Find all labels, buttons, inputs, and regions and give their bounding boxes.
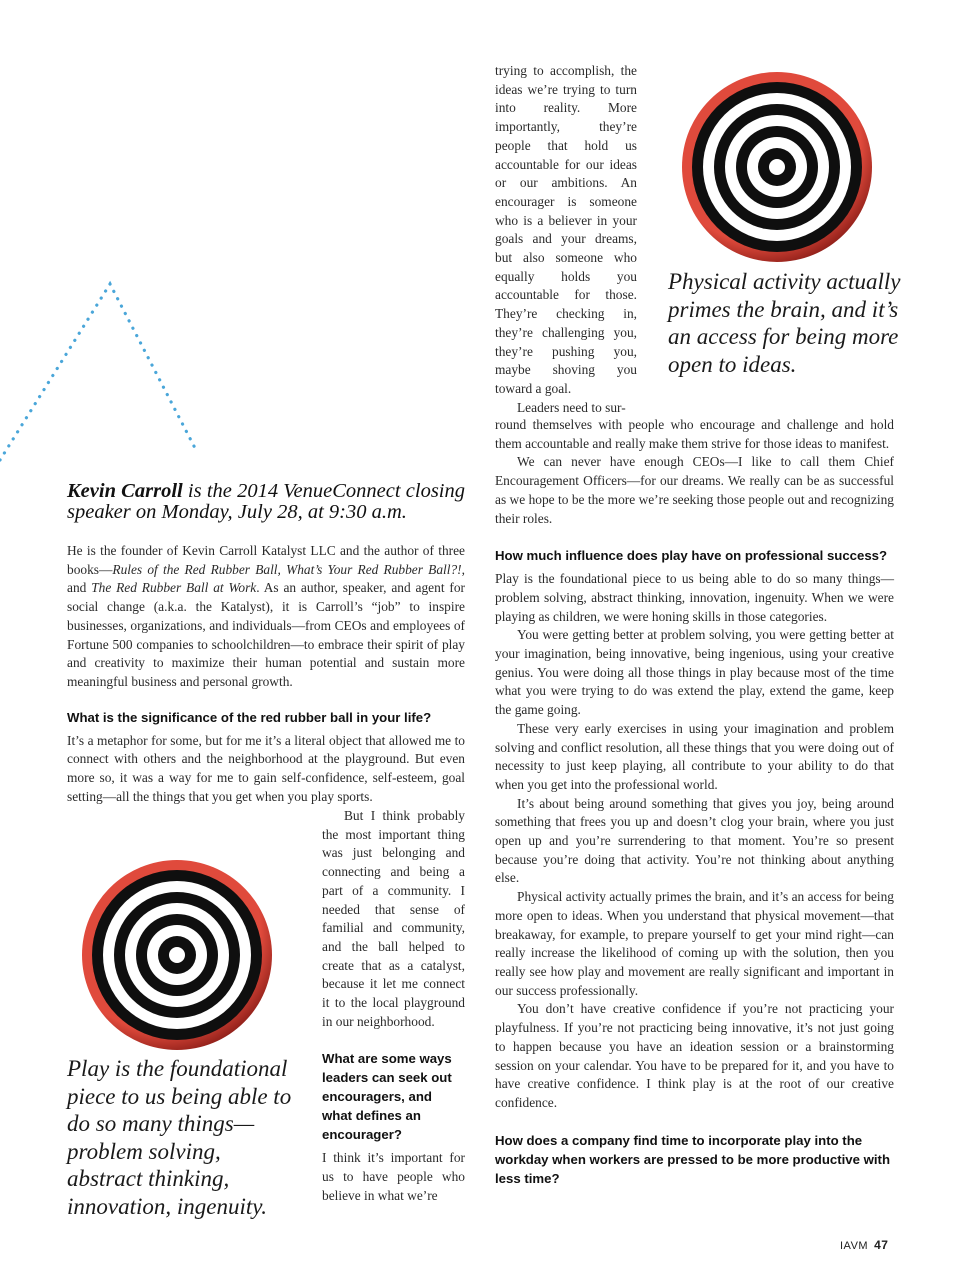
magazine-name: IAVM [840, 1240, 869, 1252]
speaker-name: Kevin Carroll [67, 480, 183, 502]
answer-encourager-continued [495, 62, 637, 417]
book-titles: Rules of the Red Rubber Ball, What’s Your Red Rubber Ball?! [112, 561, 462, 577]
answer-text: I think it’s important for us to have people who believe in what we’re [322, 1150, 465, 1203]
page-number: 47 [874, 1238, 889, 1252]
left-narrow-column [322, 807, 465, 1206]
speaker-intro [67, 481, 465, 806]
target-bullseye-image [81, 859, 273, 1051]
answer-text: It’s a metaphor for some, but for me it’s a literal object that allowed me to connect with others and the neighborhood at the playground. But even more so, it was a way for me to gain self-confidence, self-esteem, goal setting—all the things that you get when you play sports. [67, 732, 465, 804]
answer-text: trying to accomplish, the ideas we’re trying to turn into reality. More importantly, they’re people that hold us accountable for our ideas or our ambitions. An encourager is someone who is a believer in your goals and your dreams, but also someone who equally holds you accountable for those. They’re checking in, they’re challenging you, they’re pushing you, maybe shoving you toward a goal. [495, 63, 637, 396]
question-heading: How much influence does play have on professional success? [495, 548, 888, 564]
target-bullseye-image [681, 71, 873, 263]
right-column-body [495, 416, 894, 1188]
pull-quote [668, 268, 904, 378]
page-folio [840, 1238, 888, 1252]
answer-text: You were getting better at problem solving, you were getting better at your imagination, being innovative, being ingenious, using your creative genius. You were doing all those things in play because most of the time what you were trying to do was extend the play, extend the game, keep the game going. [495, 627, 894, 718]
bio-text: , and [67, 561, 465, 596]
answer-text: round themselves with people who encourage and challenge and hold them accountable and really make them strive for those ideas to manifest. [495, 417, 894, 451]
book-title: The Red Rubber Ball at Work [91, 580, 257, 596]
answer-text: Physical activity actually primes the brain, and it’s an access for being more open to ideas. When you understand that physical movement—that breakaway, for example, to prepare yourself to get your mind right—can really increase the likelihood of coming up with the solution, then you really see how play and movement are really significant and important in our success professionally. [495, 889, 894, 998]
dotted-triangle-decoration [0, 280, 210, 470]
answer-text: We can never have enough CEOs—I like to call them Chief Encouragement Officers—for our dreams. We really can be as successful as we hope to be the more we’re seeking those people out and recognizing their roles. [495, 454, 894, 526]
answer-text: Play is the foundational piece to us being able to do so many things—problem solving, abstract thinking, innovation, ingenuity. When we were playing as children, we were honing skills in those categories. [495, 571, 894, 624]
answer-text: But I think probably the most important thing was just belonging and connecting and being a part of a community. I needed that sense of familial and community, and the ball helped to create that as a catalyst, because it let me connect it to the local playground in our neighborhood. [322, 808, 465, 1029]
question-heading: How does a company find time to incorporate play into the workday when workers are pressed to be more productive with less time? [495, 1132, 891, 1186]
question-heading: What is the significance of the red rubber ball in your life? [67, 709, 432, 725]
headline-text: is the 2014 VenueConnect closing speaker on Monday, July 28, at 9:30 a.m. [67, 480, 465, 523]
pull-quote [67, 1055, 299, 1220]
speaker-bio [67, 542, 465, 692]
question-heading: What are some ways leaders can seek out encouragers, and what defines an encourager? [322, 1051, 452, 1143]
intro-headline [67, 481, 465, 523]
pull-quote-text: Play is the foundational piece to us being able to do so many things—problem solving, abstract thinking, innovation, ingenuity. [67, 1056, 292, 1219]
answer-text: You don’t have creative confidence if you’re not practicing your playfulness. If you’re not practicing being innovative, it’s not just going to happen because you have an ideation session or a brainstorming session on your calendar. You have to be prepared for it, and you have to have creative confidence. I think play is at the root of our creative confidence. [495, 1001, 894, 1110]
pull-quote-text: Physical activity actually primes the brain, and it’s an access for being more open to ideas. [668, 269, 901, 377]
answer-text: Leaders need to sur- [517, 399, 626, 415]
bio-text: He is the founder of Kevin Carroll Katalyst LLC and the author of three books— [67, 543, 465, 577]
answer-text: It’s about being around something that gives you joy, being around something that frees you up and doesn’t clog your brain, where you just open up and you’re surrendering to that moment. You’re so present because you’re doing that activity. You’re not thinking about anything else. [495, 795, 894, 886]
bio-text: . As an author, speaker, and agent for social change (a.k.a. the Katalyst), it is Carroll’s “job” to inspire businesses, organizations, and individuals—from CEOs and employees of Fortune 500 companies to schoolchildren—to embrace their spirit of play and creativity to maximize their human potential and sustain more meaningful business and personal growth. [67, 580, 465, 689]
answer-text: These very early exercises in using your imagination and problem solving and conflict resolution, all these things that you were doing out of necessity to just keep playing, all contribute to your ability to do that when you get into the professional world. [495, 720, 894, 792]
